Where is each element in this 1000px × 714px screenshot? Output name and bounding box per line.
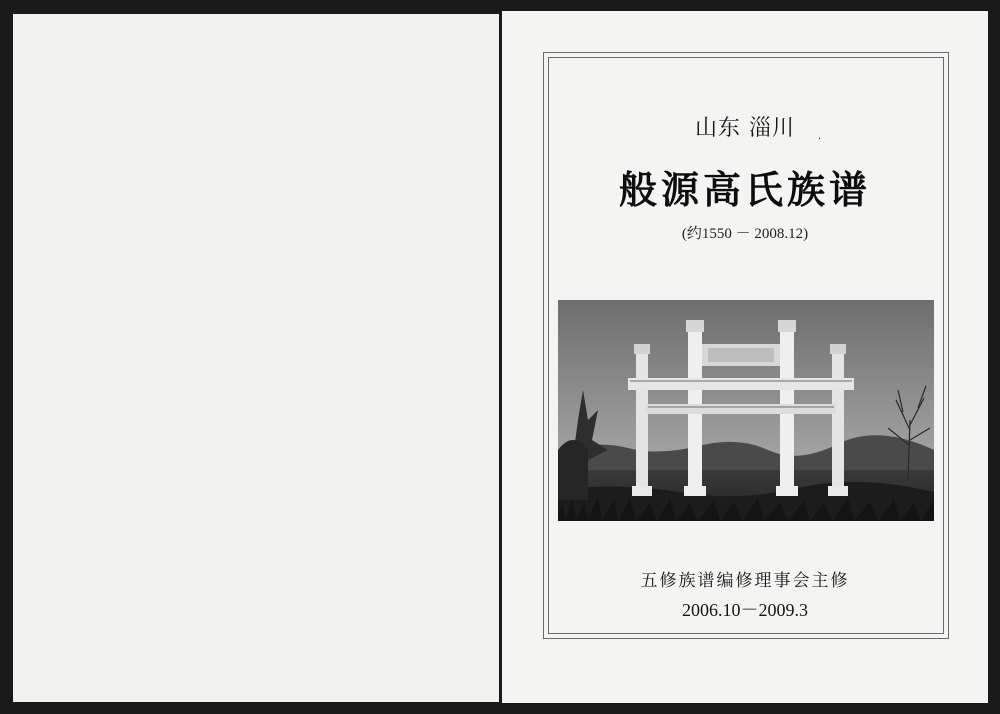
cover-location: 山东 淄川	[695, 116, 795, 141]
cover-date-range: (约1550 － 2008.12)	[681, 226, 809, 242]
ink-dot: .	[818, 131, 822, 142]
archway-photo	[558, 300, 934, 521]
archway-photo-image	[558, 300, 934, 521]
editorial-committee: 五修族谱编修理事会主修	[640, 571, 850, 591]
cover-title: 般源高氏族谱	[618, 167, 871, 212]
compilation-dates: 2006.10－2009.3	[682, 600, 808, 620]
cover-page	[502, 11, 988, 703]
left-blank-page	[13, 14, 499, 702]
